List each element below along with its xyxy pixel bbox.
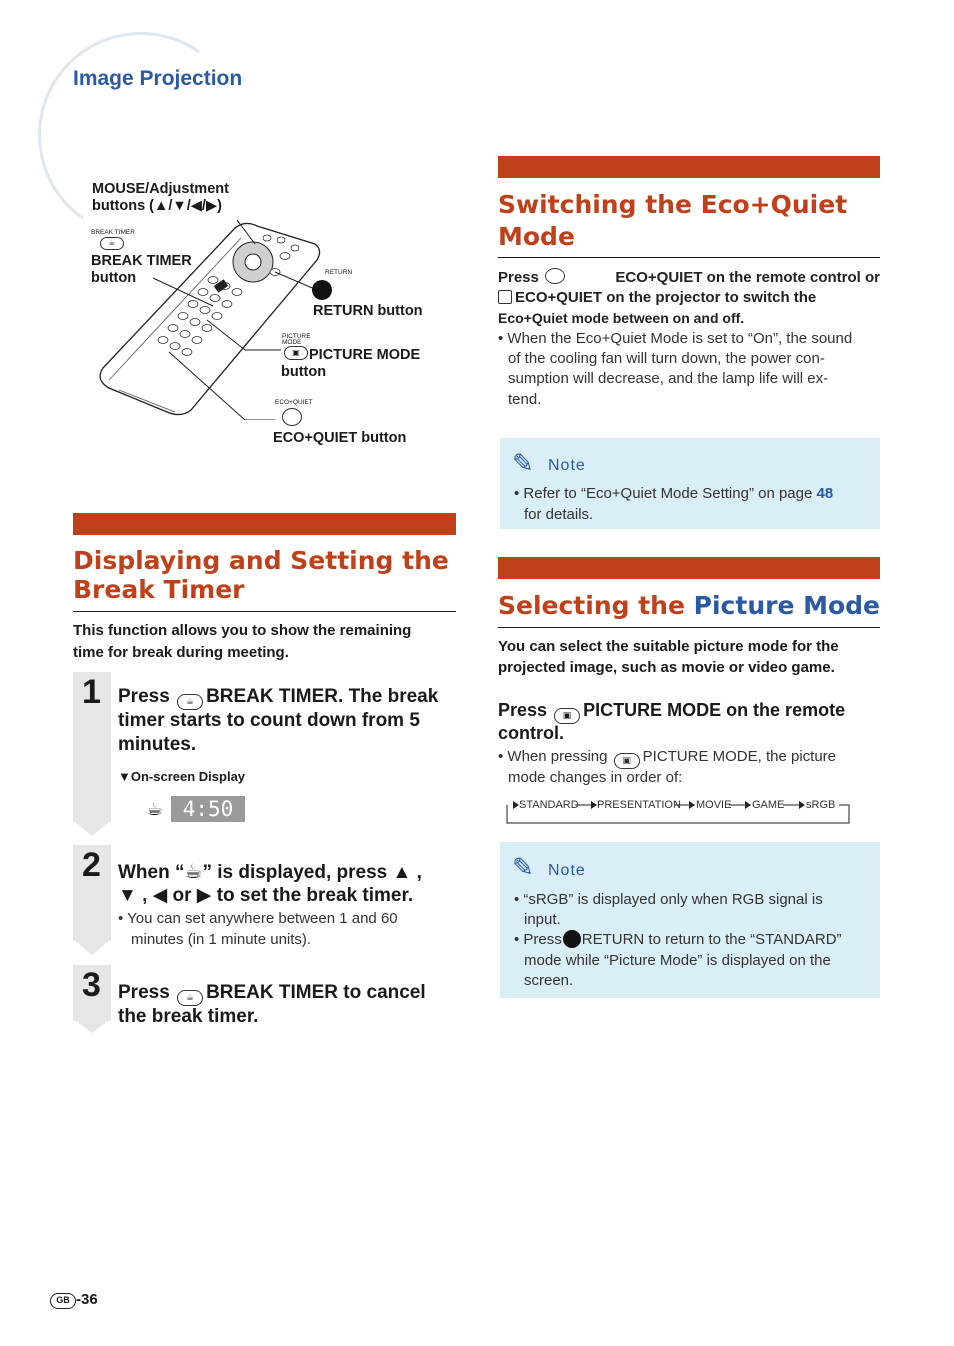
- step-2-note: • You can set anywhere between 1 and 60: [118, 910, 398, 927]
- eco-quiet-title: Switching the Eco+Quiet: [498, 190, 848, 219]
- picture-note-text: • “sRGB” is displayed only when RGB signal is: [514, 891, 823, 908]
- section-rule: [498, 627, 880, 628]
- picture-mode-label-2: button: [281, 364, 327, 380]
- step-2-text-2: ▼ , ◀ or ▶ to set the break timer.: [118, 885, 414, 906]
- pencil-icon: ✎: [512, 852, 534, 882]
- sequence-item-movie: MOVIE: [696, 799, 732, 811]
- break-timer-label: BREAK TIMER: [91, 253, 192, 269]
- break-timer-intro: This function allows you to show the remaining: [73, 622, 412, 639]
- step-1-tab-tip: [73, 820, 111, 836]
- eco-bullet-4: tend.: [508, 391, 542, 408]
- eco-press-line-2: ECO+QUIET on the projector to switch the: [498, 288, 880, 308]
- region-badge: GB: [50, 1293, 76, 1309]
- eco-press-line-3: Eco+Quiet mode between on and off.: [498, 310, 745, 326]
- pencil-icon: ✎: [512, 448, 534, 478]
- return-icon: [563, 930, 581, 948]
- break-timer-intro-2: time for break during meeting.: [73, 644, 289, 661]
- section-rule: [498, 257, 880, 258]
- remote-control-illustration: [95, 220, 325, 420]
- section-rule: [73, 611, 456, 612]
- break-timer-icon: ☕: [177, 990, 203, 1006]
- break-timer-title-2: Break Timer: [73, 575, 245, 604]
- mouse-buttons-label-2: buttons (▲/▼/◀/▶): [92, 198, 222, 214]
- step-3-tab-tip: [73, 1019, 111, 1033]
- header-decoration: [22, 16, 261, 255]
- picture-note-heading: Note: [548, 862, 586, 879]
- picture-mode-icon: ▣: [554, 708, 580, 724]
- eco-quiet-projector-icon: [498, 290, 512, 304]
- eco-note-text-2: for details.: [524, 506, 594, 523]
- break-timer-title: Displaying and Setting the: [73, 546, 449, 575]
- picture-mode-bullet-2: mode changes in order of:: [508, 769, 683, 786]
- eco-quiet-icon: [282, 408, 302, 426]
- eco-quiet-title-2: Mode: [498, 222, 575, 251]
- eco-note-text: • Refer to “Eco+Quiet Mode Setting” on page 48: [514, 485, 834, 502]
- break-timer-label-2: button: [91, 270, 137, 286]
- eco-press-line: Press ECO+QUIET on the remote control or: [498, 269, 880, 286]
- eco-note-heading: Note: [548, 457, 586, 474]
- picture-mode-tiny-label: PICTURE MODE: [282, 333, 311, 346]
- picture-mode-intro-2: projected image, such as movie or video game.: [498, 659, 835, 676]
- eco-quiet-label: ECO+QUIET button: [273, 430, 407, 446]
- step-3-text-2: the break timer.: [118, 1006, 259, 1027]
- coffee-cup-icon: ☕: [146, 798, 164, 819]
- step-3-number: 3: [82, 966, 101, 1004]
- osd-label: ▼On-screen Display: [118, 769, 246, 784]
- picture-mode-press: Press ▣ PICTURE MODE on the remote: [498, 699, 845, 724]
- step-1-text: Press ☕ BREAK TIMER. The break: [118, 685, 438, 710]
- eco-bullet-2: of the cooling fan will turn down, the power con-: [508, 350, 825, 367]
- eco-quiet-tiny-label: ECO+QUIET: [275, 399, 313, 406]
- page-number: GB -36: [50, 1291, 98, 1309]
- sequence-item-standard: STANDARD: [519, 799, 579, 811]
- break-timer-icon: ☕: [100, 237, 124, 250]
- sequence-item-presentation: PRESENTATION: [597, 799, 681, 811]
- picture-mode-label: PICTURE MODE: [309, 347, 421, 363]
- return-tiny-label: RETURN: [325, 269, 353, 276]
- step-1-text-2: timer starts to count down from 5: [118, 710, 420, 731]
- step-2-number: 2: [82, 846, 101, 884]
- step-3-text: Press ☕ BREAK TIMER to cancel: [118, 981, 426, 1006]
- picture-mode-press-2: control.: [498, 723, 564, 743]
- step-1-text-3: minutes.: [118, 734, 197, 755]
- return-icon: [312, 280, 332, 300]
- mouse-buttons-label: MOUSE/Adjustment: [92, 181, 229, 197]
- picture-mode-intro: You can select the suitable picture mode for the: [498, 638, 839, 655]
- step-1-number: 1: [82, 673, 101, 711]
- section-bar-eco-quiet: [498, 156, 880, 178]
- sequence-item-srgb: sRGB: [806, 799, 836, 811]
- picture-note-text-3: • Press RETURN to return to the “STANDARD”: [514, 931, 842, 948]
- picture-note-text-4: mode while “Picture Mode” is displayed on the: [524, 952, 831, 969]
- down-triangle-icon: ▼: [118, 769, 131, 784]
- coffee-cup-icon: ☕: [184, 861, 203, 883]
- section-bar-break-timer: [73, 513, 456, 535]
- eco-bullet: • When the Eco+Quiet Mode is set to “On”, the sound: [498, 330, 853, 347]
- step-2-tab-tip: [73, 939, 111, 955]
- break-timer-tiny-label: BREAK TIMER: [91, 229, 135, 236]
- eco-bullet-3: sumption will decrease, and the lamp life will ex-: [508, 370, 829, 387]
- osd-timer-display: 4:50: [171, 796, 245, 822]
- step-2-text: When “☕” is displayed, press ▲ ,: [118, 861, 422, 883]
- picture-mode-icon: ▣: [614, 753, 640, 769]
- picture-note-text-2: input.: [524, 911, 561, 928]
- return-button-label: RETURN button: [313, 303, 423, 319]
- section-bar-picture-mode: [498, 557, 880, 579]
- eco-quiet-icon: [545, 268, 565, 284]
- step-2-note-2: minutes (in 1 minute units).: [131, 931, 312, 948]
- page-link-48[interactable]: 48: [816, 485, 834, 502]
- page-header-title: Image Projection: [73, 67, 243, 90]
- picture-mode-icon: ▣: [284, 346, 308, 360]
- sequence-item-game: GAME: [752, 799, 785, 811]
- picture-mode-title: Selecting the Picture Mode: [498, 591, 881, 620]
- picture-note-text-5: screen.: [524, 972, 574, 989]
- break-timer-icon: ☕: [177, 694, 203, 710]
- picture-mode-bullet: • When pressing ▣ PICTURE MODE, the picture: [498, 747, 836, 769]
